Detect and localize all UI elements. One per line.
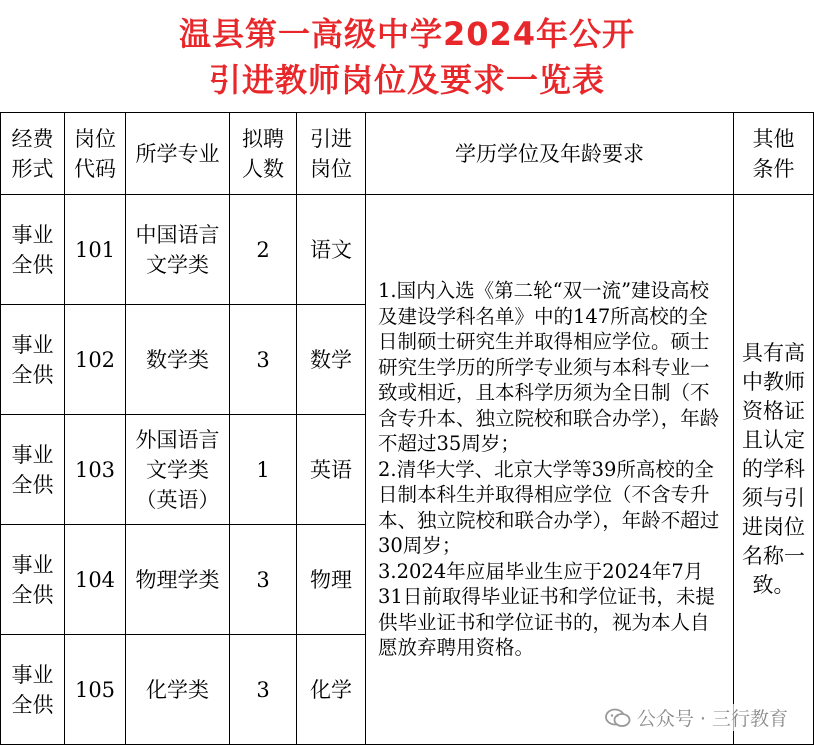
requirement-item: 2.清华大学、北京大学等39所高校的全日制本科生并取得相应学位（不含专升本、独立院校和联合办学），年龄不超过30周岁； bbox=[378, 457, 720, 558]
cell-code: 103 bbox=[65, 415, 126, 525]
title-line-1: 温县第一高级中学2024年公开 bbox=[178, 15, 636, 53]
cell-code: 102 bbox=[65, 305, 126, 415]
cell-code: 105 bbox=[65, 635, 126, 745]
cell-funding: 事业全供 bbox=[1, 195, 65, 305]
cell-major: 物理学类 bbox=[126, 525, 230, 635]
header-row bbox=[1, 113, 814, 195]
cell-major: 中国语言文学类 bbox=[126, 195, 230, 305]
cell-count: 2 bbox=[230, 195, 297, 305]
requirement-item: 1.国内入选《第二轮“双一流”建设高校及建设学科名单》中的147所高校的全日制硕士研究生并取得相应学位。硕士研究生学历的所学专业须与本科专业一致或相近，且本科学历须为全日制（不含专升本、独立院校和联合办学），年龄不超过35周岁； bbox=[378, 279, 720, 456]
cell-count: 3 bbox=[230, 525, 297, 635]
header-requirements: 学历学位及年龄要求 bbox=[366, 113, 734, 195]
header-other: 其他条件 bbox=[734, 113, 814, 195]
header-position: 引进岗位 bbox=[297, 113, 366, 195]
cell-funding: 事业全供 bbox=[1, 635, 65, 745]
header-funding: 经费形式 bbox=[1, 113, 65, 195]
cell-position: 化学 bbox=[297, 635, 366, 745]
cell-position: 语文 bbox=[297, 195, 366, 305]
cell-code: 104 bbox=[65, 525, 126, 635]
cell-funding: 事业全供 bbox=[1, 525, 65, 635]
requirements-cell bbox=[366, 195, 734, 745]
cell-funding: 事业全供 bbox=[1, 415, 65, 525]
header-count: 拟聘人数 bbox=[230, 113, 297, 195]
cell-count: 3 bbox=[230, 635, 297, 745]
document-title bbox=[0, 0, 814, 112]
wechat-icon bbox=[605, 708, 631, 728]
cell-major: 数学类 bbox=[126, 305, 230, 415]
watermark-text: 公众号 · 三行教育 bbox=[636, 708, 788, 730]
cell-count: 1 bbox=[230, 415, 297, 525]
cell-position: 数学 bbox=[297, 305, 366, 415]
watermark bbox=[605, 704, 788, 731]
cell-position: 物理 bbox=[297, 525, 366, 635]
title-line-2: 引进教师岗位及要求一览表 bbox=[208, 61, 605, 99]
requirement-item: 3.2024年应届毕业生应于2024年7月31日前取得毕业证书和学位证书，未提供毕业证书和学位证书的，视为本人自愿放弃聘用资格。 bbox=[378, 559, 715, 660]
cell-major: 化学类 bbox=[126, 635, 230, 745]
cell-funding: 事业全供 bbox=[1, 305, 65, 415]
positions-table bbox=[0, 112, 814, 745]
header-code: 岗位代码 bbox=[65, 113, 126, 195]
table-row bbox=[1, 195, 814, 305]
cell-position: 英语 bbox=[297, 415, 366, 525]
header-major: 所学专业 bbox=[126, 113, 230, 195]
other-conditions-cell: 具有高中教师资格证且认定的学科须与引进岗位名称一致。 bbox=[734, 195, 814, 745]
cell-major: 外国语言文学类（英语） bbox=[126, 415, 230, 525]
cell-count: 3 bbox=[230, 305, 297, 415]
cell-code: 101 bbox=[65, 195, 126, 305]
